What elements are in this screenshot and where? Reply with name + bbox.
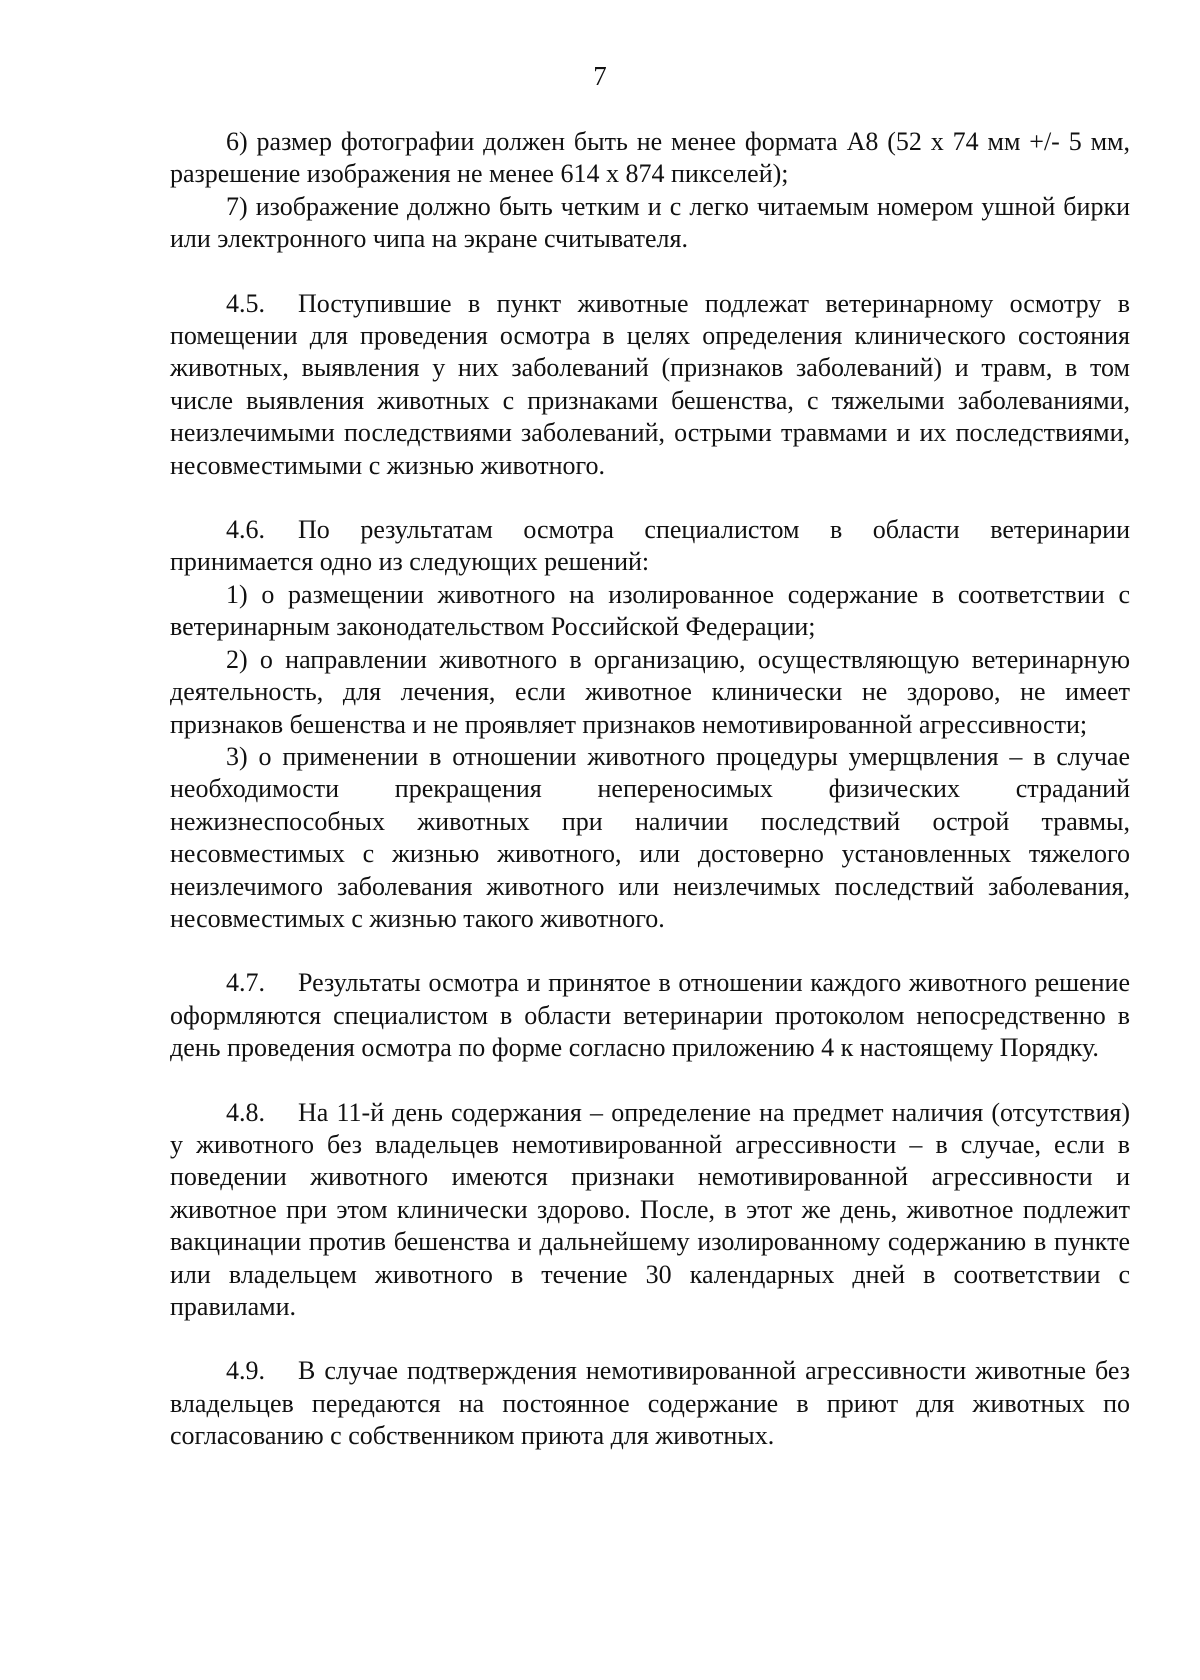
paragraph-text: 3) о применении в отношении животного процедуры умерщвления – в случае необходимости прекращения непереносимых физических страданий нежизнеспособных животных при наличии последствий острой травмы, несовместимых с жизнью животного, или достоверно установленных тяжелого неизлечимого заболевания животного или неизлечимых последствий заболевания, несовместимых с жизнью такого животного.	[170, 741, 1130, 933]
section-number: 4.5.	[226, 288, 265, 318]
paragraph-text: Поступившие в пункт животные подлежат ветеринарному осмотру в помещении для проведения осмотра в целях определения клинического состояния животных, выявления у них заболеваний (признаков заболеваний) и травм, в том числе выявления животных с признаками бешенства, с тяжелыми заболеваниями, неизлечимыми последствиями заболеваний, острыми травмами и их последствиями, несовместимыми с жизнью животного.	[170, 288, 1130, 480]
section-number: 4.7.	[226, 968, 265, 998]
paragraph-text: 2) о направлении животного в организацию, осуществляющую ветеринарную деятельность, для лечения, если животное клинически не здорово, не имеет признаков бешенства и не проявляет признаков немотивированной агрессивности;	[170, 644, 1130, 739]
section-number: 4.6.	[226, 515, 265, 545]
paragraph-text: В случае подтверждения немотивированной агрессивности животные без владельцев передаются на постоянное содержание в приют для животных по согласованию с собственником приюта для животных.	[170, 1356, 1130, 1451]
paragraph-text: 6) размер фотографии должен быть не менее формата А8 (52 х 74 мм +/- 5 мм, разрешение изображения не менее 614 х 874 пикселей);	[170, 127, 1130, 189]
list-item-7	[170, 191, 1130, 256]
section-4-9	[170, 1355, 1130, 1452]
paragraph-text: По результатам осмотра специалистом в области ветеринарии принимается одно из следующих решений:	[170, 515, 1130, 577]
section-number: 4.9.	[226, 1356, 265, 1386]
decision-item-1	[170, 579, 1130, 644]
paragraph-text: На 11-й день содержания – определение на предмет наличия (отсутствия) у животного без владельцев немотивированной агрессивности – в случае, если в поведении животного имеются признаки немотивированной агрессивности и животное при этом клинически здорово. После, в этот же день, животное подлежит вакцинации против бешенства и дальнейшему изолированному содержанию в пункте или владельцем животного в течение 30 календарных дней в соответствии с правилами.	[170, 1097, 1130, 1321]
section-4-7	[170, 967, 1130, 1064]
section-4-8	[170, 1097, 1130, 1324]
page-number: 7	[593, 61, 607, 91]
decision-item-3	[170, 741, 1130, 935]
section-4-6	[170, 514, 1130, 579]
section-number: 4.8.	[226, 1097, 265, 1127]
list-item-6	[170, 126, 1130, 191]
paragraph-text: 7) изображение должно быть четким и с легко читаемым номером ушной бирки или электронного чипа на экране считывателя.	[170, 191, 1130, 254]
paragraph-text: Результаты осмотра и принятое в отношении каждого животного решение оформляются специалистом в области ветеринарии протоколом непосредственно в день проведения осмотра по форме согласно приложению 4 к настоящему Порядку.	[170, 968, 1130, 1063]
section-4-5	[170, 288, 1130, 482]
document-body	[170, 126, 1130, 1453]
paragraph-text: 1) о размещении животного на изолированное содержание в соответствии с ветеринарным законодательством Российской Федерации;	[170, 579, 1130, 642]
decision-item-2	[170, 644, 1130, 741]
